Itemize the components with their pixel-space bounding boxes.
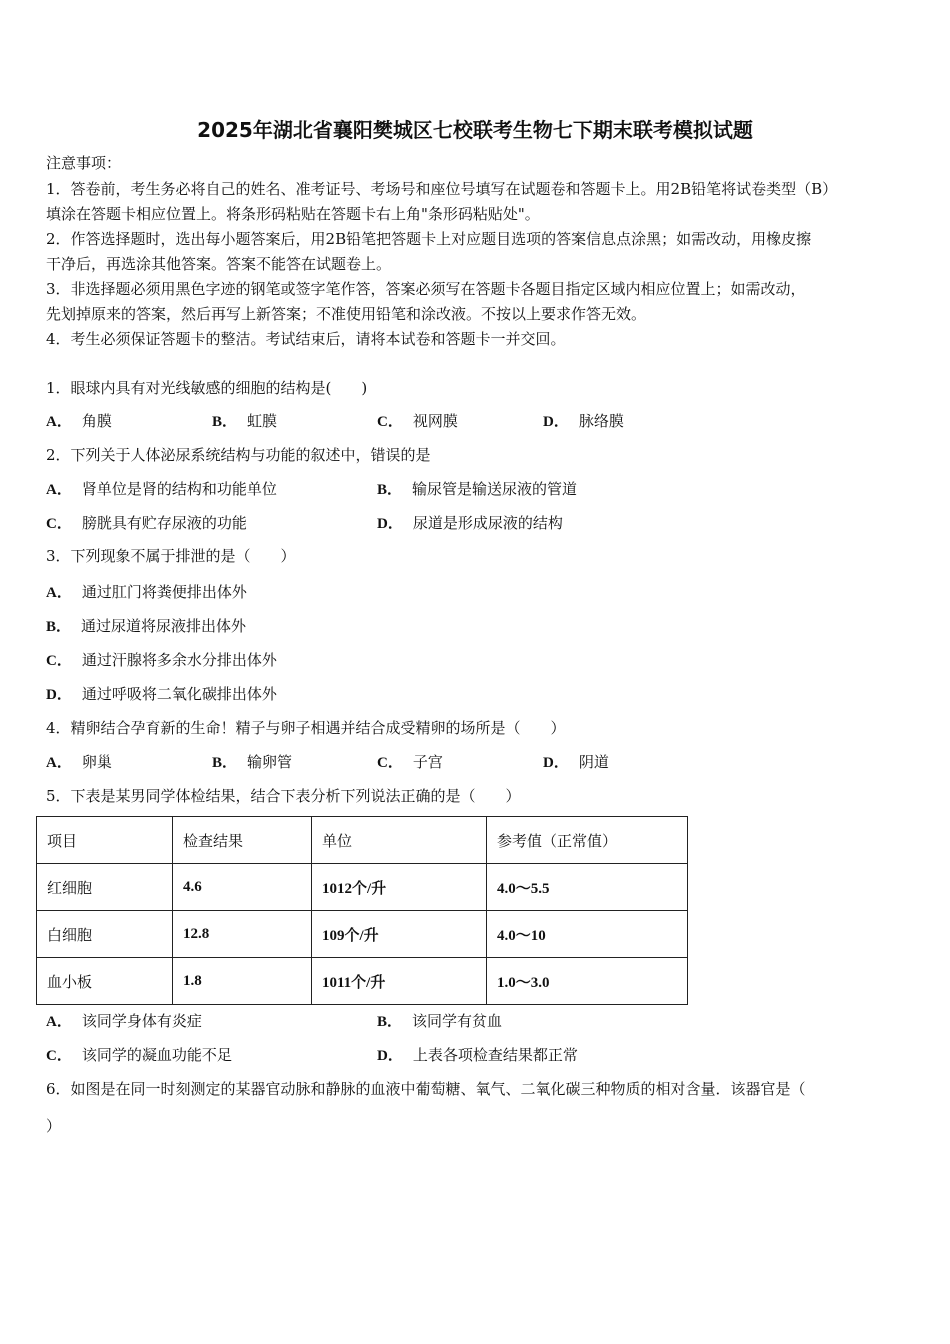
option-label: B． [46,619,72,635]
option-text: 尿道是形成尿液的结构 [412,514,563,532]
table-header-cell: 单位 [312,817,487,864]
q4-option-a [46,751,112,772]
table-cell: 4.6 [173,864,312,911]
option-label: A． [46,755,72,771]
option-text: 膀胱具有贮存尿液的功能 [81,514,247,532]
question-6-stem-cont: ） [46,1117,62,1135]
question-2-stem: 2．下列关于人体泌尿系统结构与功能的叙述中，错误的是 [46,446,431,464]
option-text: 视网膜 [412,412,458,430]
q5-option-d [377,1044,578,1065]
q1-option-a [46,410,112,431]
option-text: 该同学有贫血 [412,1012,503,1030]
q3-option-c [46,649,277,670]
q4-option-c [377,751,443,772]
table-cell: 12.8 [173,911,312,958]
health-check-table [36,816,688,1005]
notice-line: 填涂在答题卡相应位置上。将条形码粘贴在答题卡右上角"条形码粘贴处"。 [46,205,540,223]
option-text: 子宫 [412,753,443,771]
option-text: 脉络膜 [578,412,624,430]
option-label: B． [212,755,238,771]
option-label: D． [377,1048,403,1064]
option-label: A． [46,414,72,430]
q5-option-b [377,1010,502,1031]
option-label: C． [46,653,72,669]
option-label: A． [46,1014,72,1030]
table-header-row [37,817,688,864]
notice-line: 干净后，再选涂其他答案。答案不能答在试题卷上。 [46,255,392,273]
option-label: B． [377,1014,403,1030]
table-header-cell: 参考值（正常值） [487,817,688,864]
notice-line: 4．考生必须保证答题卡的整洁。考试结束后，请将本试卷和答题卡一并交回。 [46,330,566,348]
table-cell: 血小板 [37,958,173,1005]
table-row [37,958,688,1005]
q5-option-c [46,1044,232,1065]
question-4-stem: 4．精卵结合孕育新的生命！精子与卵子相遇并结合成受精卵的场所是（ ） [46,719,566,737]
table-row [37,864,688,911]
q3-option-a [46,581,247,602]
question-3-stem: 3．下列现象不属于排泄的是（ ） [46,547,296,565]
option-text: 角膜 [81,412,112,430]
option-text: 输尿管是输送尿液的管道 [412,480,578,498]
option-text: 通过尿道将尿液排出体外 [81,617,247,635]
table-header-cell: 检查结果 [173,817,312,864]
option-label: C． [46,516,72,532]
option-text: 肾单位是肾的结构和功能单位 [81,480,277,498]
option-label: C． [46,1048,72,1064]
option-label: D． [543,414,569,430]
question-5-stem: 5．下表是某男同学体检结果，结合下表分析下列说法正确的是（ ） [46,787,521,805]
table-cell: 白细胞 [37,911,173,958]
option-label: D． [377,516,403,532]
question-1-stem: 1．眼球内具有对光线敏感的细胞的结构是( ) [46,379,368,397]
table-header-cell: 项目 [37,817,173,864]
q2-option-a [46,478,277,499]
option-text: 该同学的凝血功能不足 [81,1046,232,1064]
q5-option-a [46,1010,202,1031]
q4-option-b [212,751,292,772]
option-label: B． [377,482,403,498]
table-cell: 1011个/升 [312,958,487,1005]
table-cell: 1.0～3.0 [487,958,688,1005]
q4-option-d [543,751,609,772]
table-cell: 1012个/升 [312,864,487,911]
q2-option-d [377,512,563,533]
table-cell: 1.8 [173,958,312,1005]
option-text: 阴道 [578,753,609,771]
table-cell: 4.0～5.5 [487,864,688,911]
table-cell: 红细胞 [37,864,173,911]
option-label: C． [377,755,403,771]
question-6-stem: 6．如图是在同一时刻测定的某器官动脉和静脉的血液中葡萄糖、氧气、二氧化碳三种物质的相对含量．该器官是（ [46,1080,806,1098]
q2-option-c [46,512,247,533]
option-text: 虹膜 [247,412,278,430]
notice-heading: 注意事项： [46,154,122,172]
option-text: 该同学身体有炎症 [81,1012,202,1030]
q2-option-b [377,478,577,499]
option-text: 上表各项检查结果都正常 [412,1046,578,1064]
option-label: A． [46,585,72,601]
option-text: 输卵管 [247,753,293,771]
option-text: 通过肛门将粪便排出体外 [81,583,247,601]
option-text: 卵巢 [81,753,112,771]
option-label: D． [543,755,569,771]
option-text: 通过汗腺将多余水分排出体外 [81,651,277,669]
q1-option-b [212,410,277,431]
table-row [37,911,688,958]
option-label: C． [377,414,403,430]
notice-line: 1．答卷前，考生务必将自己的姓名、准考证号、考场号和座位号填写在试题卷和答题卡上。用2B铅笔将试卷类型（B） [46,180,838,198]
notice-line: 先划掉原来的答案，然后再写上新答案；不准使用铅笔和涂改液。不按以上要求作答无效。 [46,305,647,323]
q3-option-d [46,683,277,704]
option-text: 通过呼吸将二氧化碳排出体外 [81,685,277,703]
page-title: 2025年湖北省襄阳樊城区七校联考生物七下期末联考模拟试题 [197,118,753,142]
option-label: B． [212,414,238,430]
table-cell: 4.0～10 [487,911,688,958]
q1-option-d [543,410,624,431]
notice-line: 2．作答选择题时，选出每小题答案后，用2B铅笔把答题卡上对应题目选项的答案信息点涂黑；如需改动，用橡皮擦 [46,230,812,248]
q1-option-c [377,410,458,431]
q3-option-b [46,615,246,636]
option-label: A． [46,482,72,498]
table-cell: 109个/升 [312,911,487,958]
option-label: D． [46,687,72,703]
notice-line: 3．非选择题必须用黑色字迹的钢笔或签字笔作答，答案必须写在答题卡各题目指定区域内相应位置上；如需改动， [46,280,806,298]
